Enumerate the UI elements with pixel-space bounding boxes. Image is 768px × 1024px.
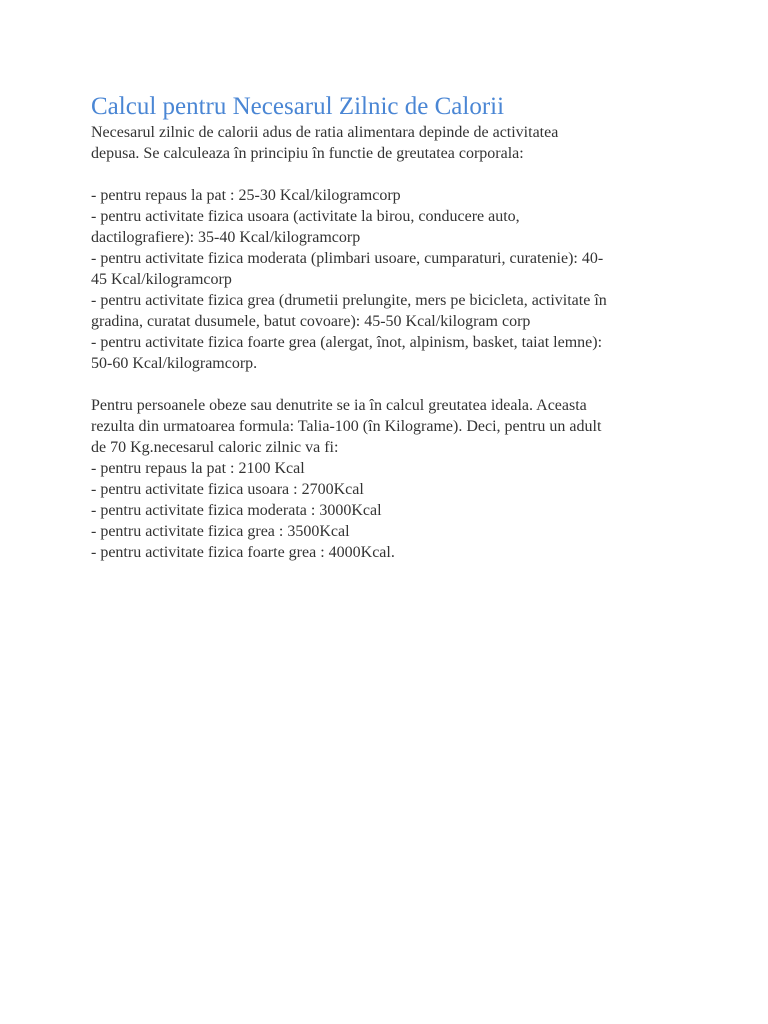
list-line: 45 Kcal/kilogramcorp [91, 271, 232, 288]
note-line: - pentru repaus la pat : 2100 Kcal [91, 460, 305, 477]
list-line: - pentru activitate fizica grea (drumetii prelungite, mers pe bicicleta, activitate în [91, 292, 607, 309]
list-line: dactilografiere): 35-40 Kcal/kilogramcorp [91, 229, 361, 246]
intro-paragraph [91, 122, 688, 164]
intro-line: Necesarul zilnic de calorii adus de ratia alimentara depinde de activitatea [91, 124, 559, 141]
list-line: - pentru repaus la pat : 25-30 Kcal/kilogramcorp [91, 187, 401, 204]
intro-line: depusa. Se calculeaza în principiu în functie de greutatea corporala: [91, 145, 524, 162]
list-line: 50-60 Kcal/kilogramcorp. [91, 355, 258, 372]
document-title: Calcul pentru Necesarul Zilnic de Calorii [91, 93, 505, 120]
note-line: de 70 Kg.necesarul caloric zilnic va fi: [91, 439, 339, 456]
note-line: - pentru activitate fizica foarte grea : 4000Kcal. [91, 544, 395, 561]
note-line: - pentru activitate fizica usoara : 2700Kcal [91, 481, 364, 498]
note-line: Pentru persoanele obeze sau denutrite se ia în calcul greutatea ideala. Aceasta [91, 397, 587, 414]
ideal-weight-paragraph [91, 395, 688, 563]
list-line: - pentru activitate fizica moderata (plimbari usoare, cumparaturi, curatenie): 40- [91, 250, 604, 267]
list-line: - pentru activitate fizica foarte grea (alergat, înot, alpinism, basket, taiat lemne): [91, 334, 603, 351]
calorie-needs-list [91, 185, 688, 374]
note-line: - pentru activitate fizica grea : 3500Kcal [91, 523, 350, 540]
list-line: gradina, curatat dusumele, batut covoare): 45-50 Kcal/kilogram corp [91, 313, 531, 330]
note-line: - pentru activitate fizica moderata : 3000Kcal [91, 502, 382, 519]
list-line: - pentru activitate fizica usoara (activitate la birou, conducere auto, [91, 208, 520, 225]
note-line: rezulta din urmatoarea formula: Talia-100 (în Kilograme). Deci, pentru un adult [91, 418, 602, 435]
